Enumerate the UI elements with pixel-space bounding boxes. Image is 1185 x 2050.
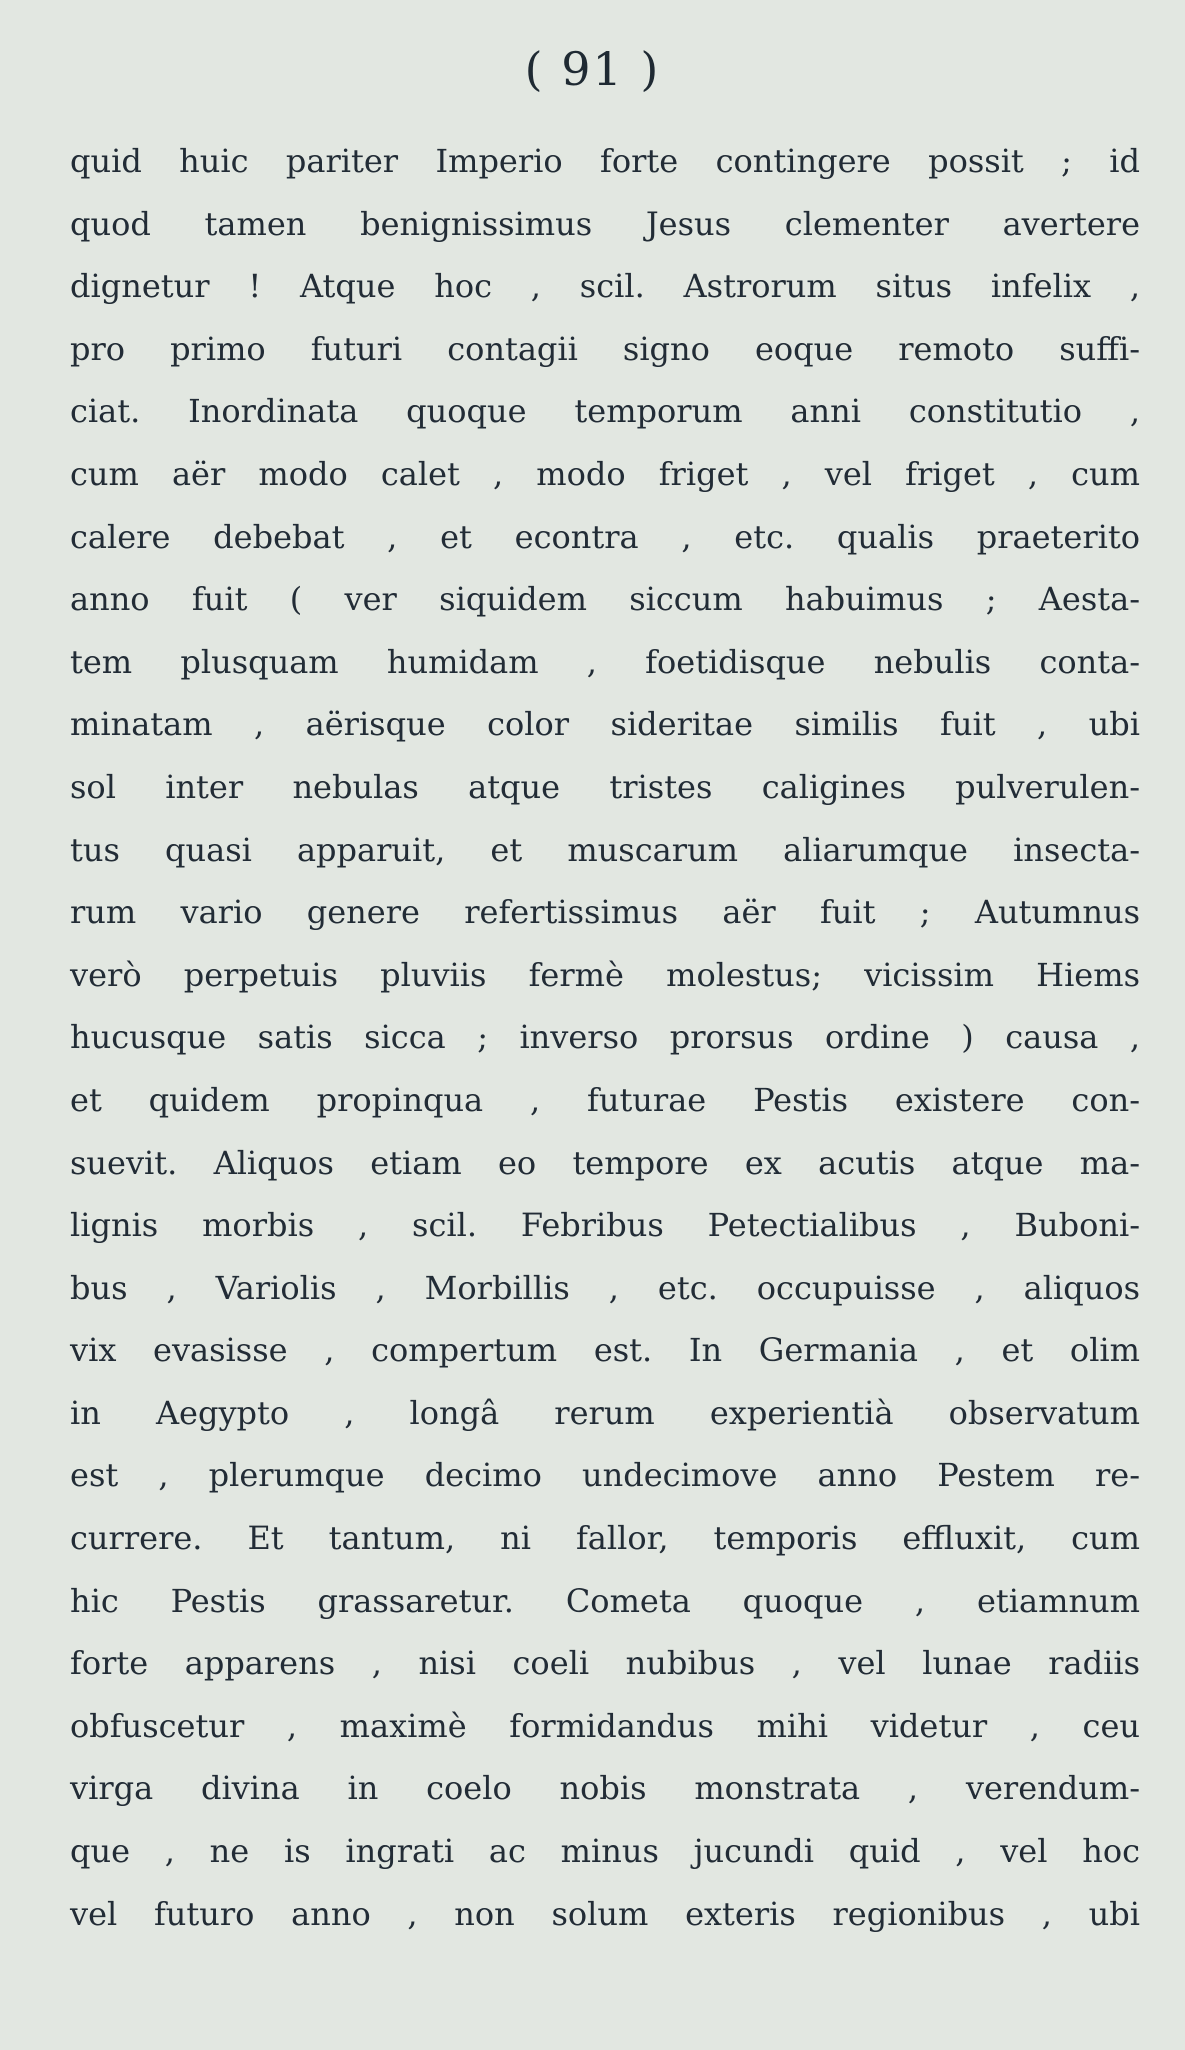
text-line: que , ne is ingrati ac minus jucundi quid , vel hoc (70, 1832, 1140, 1871)
text-line: virga divina in coelo nobis monstrata , verendum- (70, 1769, 1140, 1808)
text-line: minatam , aërisque color sideritae similis fuit , ubi (70, 705, 1140, 744)
text-line: vix evasisse , compertum est. In Germania , et olim (70, 1331, 1140, 1370)
text-line: tus quasi apparuit, et muscarum aliarumque insecta- (70, 830, 1140, 869)
text-line: calere debebat , et econtra , etc. qualis praeterito (70, 517, 1140, 556)
text-line: hic Pestis grassaretur. Cometa quoque , etiamnum (70, 1581, 1140, 1620)
text-line: suevit. Aliquos etiam eo tempore ex acutis atque ma- (70, 1143, 1140, 1182)
text-line: dignetur ! Atque hoc , scil. Astrorum situs infelix , (70, 267, 1140, 306)
text-line: lignis morbis , scil. Febribus Petectialibus , Buboni- (70, 1206, 1140, 1245)
text-line: currere. Et tantum, ni fallor, temporis effluxit, cum (70, 1519, 1140, 1558)
page-number: ( 91 ) (524, 42, 661, 96)
body-text (70, 130, 1140, 1945)
text-line: et quidem propinqua , futurae Pestis existere con- (70, 1080, 1140, 1119)
text-line: est , plerumque decimo undecimove anno Pestem re- (70, 1456, 1140, 1495)
text-line: in Aegypto , longâ rerum experientià observatum (70, 1393, 1140, 1432)
text-line: verò perpetuis pluviis fermè molestus; vicissim Hiems (70, 955, 1140, 994)
text-line: tem plusquam humidam , foetidisque nebulis conta- (70, 642, 1140, 681)
text-line: pro primo futuri contagii signo eoque remoto suffi- (70, 329, 1140, 368)
text-line: obfuscetur , maximè formidandus mihi videtur , ceu (70, 1706, 1140, 1745)
text-line: bus , Variolis , Morbillis , etc. occupuisse , aliquos (70, 1268, 1140, 1307)
text-line: quid huic pariter Imperio forte contingere possit ; id (70, 142, 1140, 180)
text-line: vel futuro anno , non solum exteris regionibus , ubi (70, 1894, 1140, 1933)
text-line: hucusque satis sicca ; inverso prorsus ordine ) causa , (70, 1018, 1140, 1057)
text-line: ciat. Inordinata quoque temporum anni constitutio , (70, 392, 1140, 431)
text-line: cum aër modo calet , modo friget , vel friget , cum (70, 454, 1140, 493)
text-line: forte apparens , nisi coeli nubibus , vel lunae radiis (70, 1644, 1140, 1683)
text-line: quod tamen benignissimus Jesus clementer avertere (70, 204, 1140, 243)
text-line: sol inter nebulas atque tristes caligines pulverulen- (70, 767, 1140, 806)
text-line: rum vario genere refertissimus aër fuit ; Autumnus (70, 893, 1140, 932)
text-line: anno fuit ( ver siquidem siccum habuimus ; Aesta- (70, 580, 1140, 619)
